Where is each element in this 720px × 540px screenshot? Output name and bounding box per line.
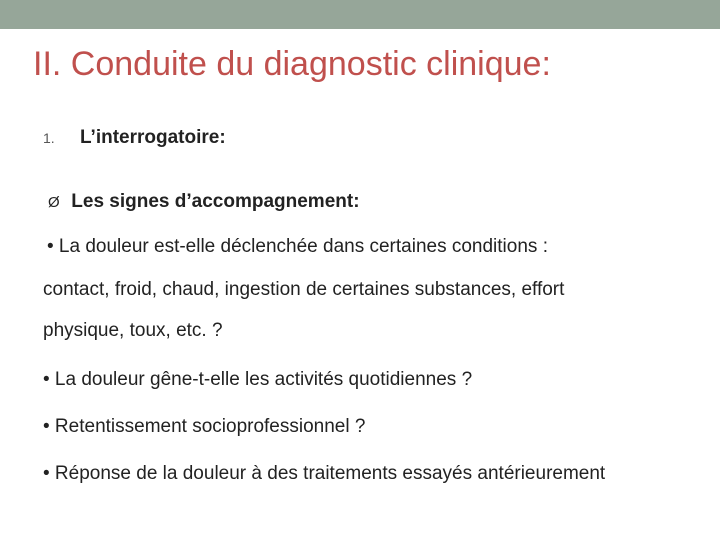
arrow-bullet-icon: Ø (48, 194, 60, 211)
top-bar (0, 0, 720, 29)
bullet-line: • La douleur est-elle déclenchée dans certaines conditions : (47, 236, 548, 257)
bullet-line: physique, toux, etc. ? (43, 320, 223, 341)
subheading-label: Les signes d’accompagnement: (71, 191, 360, 212)
bullet-line: • Réponse de la douleur à des traitements essayés antérieurement (43, 463, 606, 484)
section-number: 1. (43, 130, 55, 146)
subheading (48, 191, 360, 213)
bullet-line: • Retentissement socioprofessionnel ? (43, 416, 366, 437)
slide-title: II. Conduite du diagnostic clinique: (33, 45, 551, 83)
section-label: L’interrogatoire: (80, 127, 226, 148)
numbered-heading (43, 127, 226, 149)
bullet-line: contact, froid, chaud, ingestion de certaines substances, effort (43, 279, 565, 300)
bullet-line: • La douleur gêne-t-elle les activités quotidiennes ? (43, 369, 473, 390)
